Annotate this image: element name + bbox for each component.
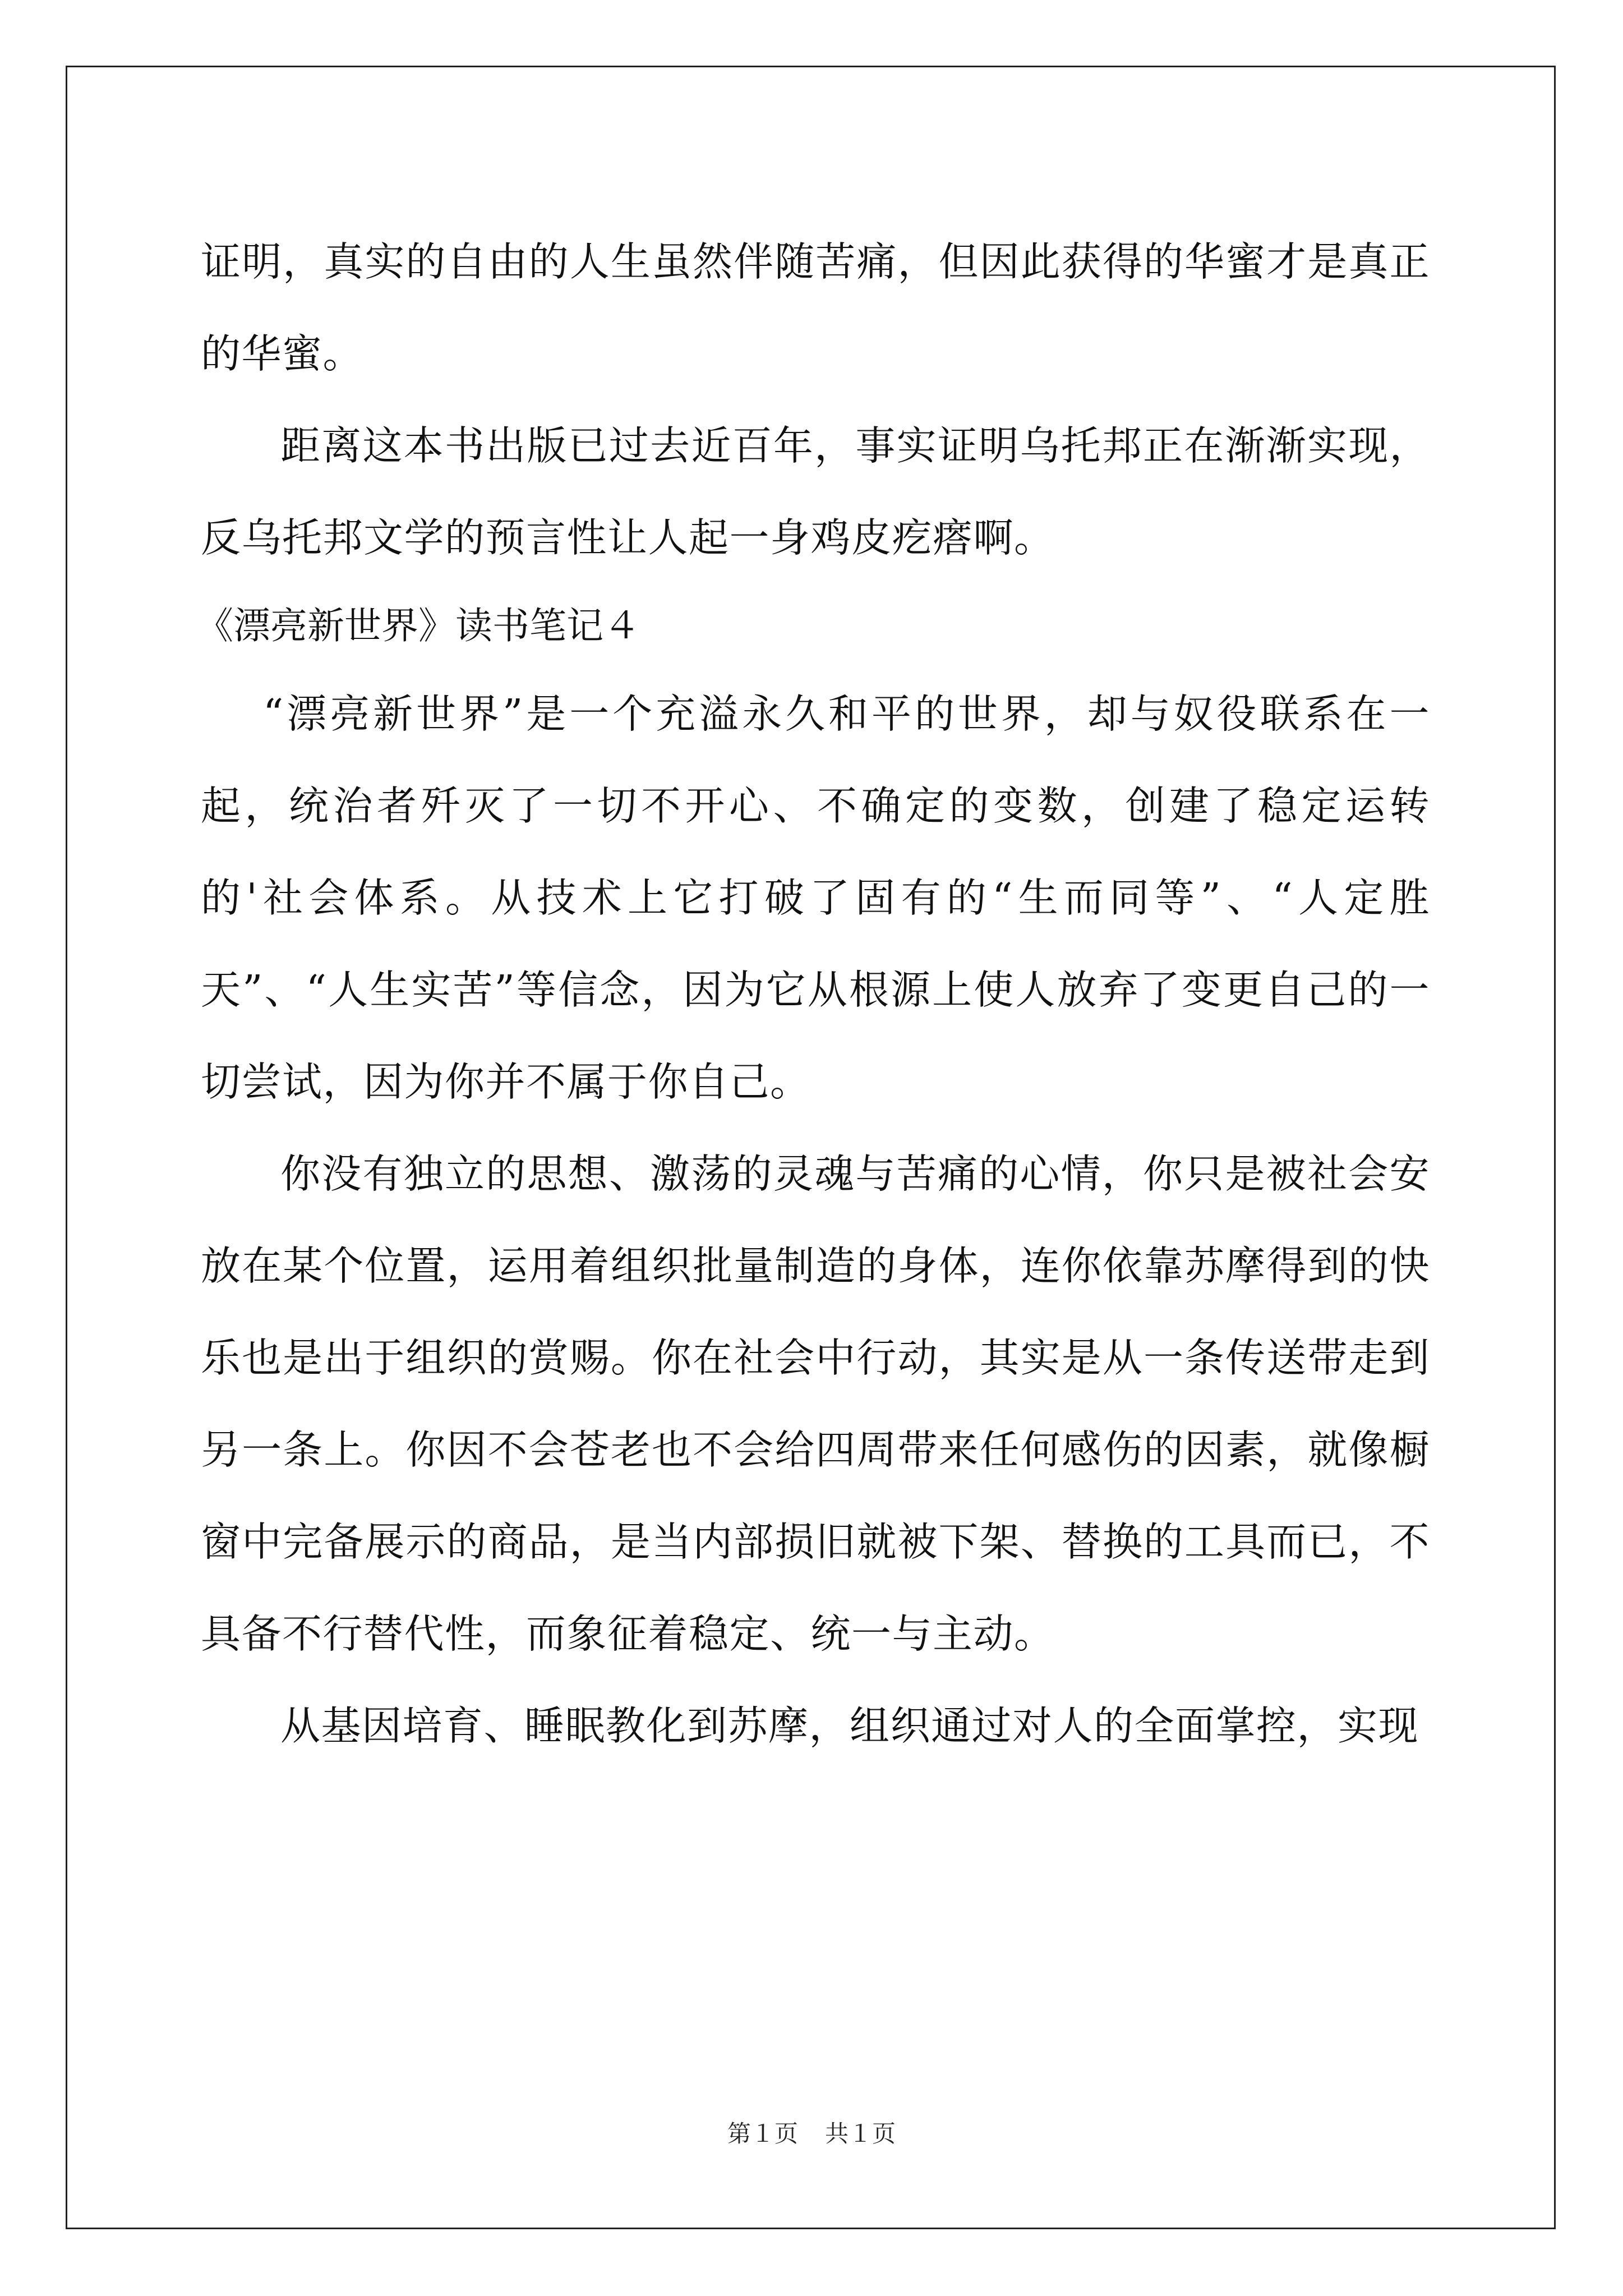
section-heading: 《漂亮新世界》读书笔记４: [196, 604, 640, 647]
document-body: [196, 216, 1430, 1772]
paragraph-control: 从基因培育、睡眠教化到苏摩，组织通过对人的全面掌控，实现: [280, 1703, 1419, 1749]
paragraph-publication-note: 距离这本书出版已过去近百年，事实证明乌托邦正在渐渐实现，反乌托邦文学的预言性让人起一身鸡皮疙瘩啊。: [201, 422, 1430, 561]
paragraph-individual: 你没有独立的思想、激荡的灵魂与苦痛的心情，你只是被社会安放在某个位置，运用着组织批量制造的身体，连你依靠苏摩得到的快乐也是出于组织的赏赐。你在社会中行动，其实是从一条传送带走到另一条上。你因不会苍老也不会给四周带来任何感伤的因素，就像橱窗中完备展示的商品，是当内部损旧就被下架、替换的工具而已，不具备不行替代性，而象征着稳定、统一与主动。: [201, 1151, 1430, 1657]
page-number-current: 第１页: [727, 2120, 798, 2147]
paragraph-continuation: 证明，真实的自由的人生虽然伴随苦痛，但因此获得的华蜜才是真正的华蜜。: [201, 238, 1430, 377]
page-footer: [0, 2117, 1623, 2151]
page-number-total: 共１页: [825, 2120, 896, 2147]
paragraph-world-description: “漂亮新世界”是一个充溢永久和平的世界，却与奴役联系在一起，统治者歼灭了一切不开心、不确定的变数，创建了稳定运转的'社会体系。从技术上它打破了固有的“生而同等”、“人定胜天”、“人生实苦”等信念，因为它从根源上使人放弃了变更自己的一切尝试，因为你并不属于你自己。: [201, 691, 1430, 1105]
